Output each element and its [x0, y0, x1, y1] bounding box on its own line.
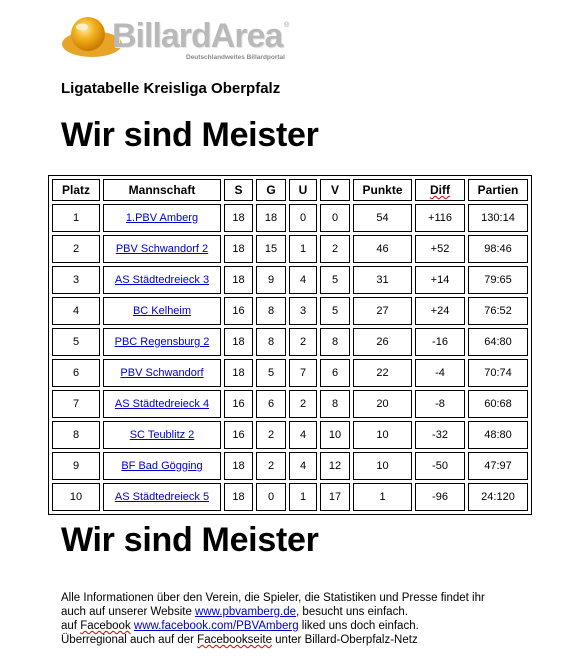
cell-platz: 7	[52, 390, 100, 418]
info-line-4-text: Überregional auch auf der	[61, 634, 198, 646]
cell-u: 0	[289, 204, 317, 232]
cell-s: 16	[224, 390, 253, 418]
cell-diff: +14	[415, 266, 465, 294]
cell-v: 8	[320, 328, 350, 356]
cell-diff: -50	[415, 452, 465, 480]
table-header-row	[52, 179, 528, 201]
cell-punkte: 1	[353, 483, 412, 511]
cell-team	[103, 297, 221, 325]
header-v: V	[320, 179, 350, 201]
cell-diff: +116	[415, 204, 465, 232]
header-partien: Partien	[468, 179, 528, 201]
team-link[interactable]: PBV Schwandorf	[120, 367, 204, 379]
cell-punkte: 20	[353, 390, 412, 418]
table-row	[52, 390, 528, 418]
info-line-3	[61, 619, 551, 633]
cell-partien: 47:97	[468, 452, 528, 480]
cell-platz: 6	[52, 359, 100, 387]
facebook-word: Facebook	[80, 620, 131, 632]
header-mannschaft: Mannschaft	[103, 179, 221, 201]
team-link[interactable]: BF Bad Gögging	[121, 460, 203, 472]
cell-u: 7	[289, 359, 317, 387]
cell-team	[103, 328, 221, 356]
team-link[interactable]: 1.PBV Amberg	[125, 212, 199, 224]
cell-g: 8	[256, 328, 286, 356]
cell-punkte: 10	[353, 421, 412, 449]
cell-v: 8	[320, 390, 350, 418]
cell-platz: 1	[52, 204, 100, 232]
cell-punkte: 46	[353, 235, 412, 263]
table-row	[52, 452, 528, 480]
cell-u: 2	[289, 390, 317, 418]
cell-team	[103, 235, 221, 263]
cell-punkte: 54	[353, 204, 412, 232]
cell-s: 18	[224, 359, 253, 387]
header-diff	[415, 179, 465, 201]
cell-platz: 8	[52, 421, 100, 449]
info-line-2	[61, 605, 551, 619]
team-link[interactable]: PBC Regensburg 2	[114, 336, 210, 348]
info-line-3-text: auf	[61, 620, 81, 632]
cell-diff: -8	[415, 390, 465, 418]
info-paragraph	[61, 591, 551, 647]
header-diff-label: Diff	[430, 183, 450, 197]
header-s: S	[224, 179, 253, 201]
team-link[interactable]: SC Teublitz 2	[129, 429, 195, 441]
team-link[interactable]: AS Städtedreieck 5	[114, 491, 210, 503]
cell-diff: +52	[415, 235, 465, 263]
team-link[interactable]: AS Städtedreieck 3	[114, 274, 210, 286]
cell-g: 9	[256, 266, 286, 294]
cell-partien: 48:80	[468, 421, 528, 449]
cell-partien: 98:46	[468, 235, 528, 263]
cell-v: 17	[320, 483, 350, 511]
cell-platz: 4	[52, 297, 100, 325]
cell-v: 12	[320, 452, 350, 480]
cell-g: 8	[256, 297, 286, 325]
cell-diff: -16	[415, 328, 465, 356]
table-row	[52, 235, 528, 263]
cell-s: 18	[224, 483, 253, 511]
info-line-1: Alle Informationen über den Verein, die Spieler, die Statistiken und Presse findet ihr	[61, 592, 485, 604]
cell-platz: 3	[52, 266, 100, 294]
cell-partien: 79:65	[468, 266, 528, 294]
info-line-4	[61, 633, 551, 647]
cell-platz: 5	[52, 328, 100, 356]
cell-v: 0	[320, 204, 350, 232]
cell-s: 16	[224, 297, 253, 325]
cell-u: 1	[289, 483, 317, 511]
cell-team	[103, 421, 221, 449]
cell-u: 2	[289, 328, 317, 356]
cell-team	[103, 359, 221, 387]
facebookseite-word: Facebookseite	[197, 634, 272, 646]
info-line-2-text: auch auf unserer Website	[61, 606, 196, 618]
info-line-4-end: unter Billard-Oberpfalz-Netz	[271, 634, 418, 646]
cell-s: 18	[224, 452, 253, 480]
cell-team	[103, 266, 221, 294]
cell-partien: 76:52	[468, 297, 528, 325]
cell-punkte: 10	[353, 452, 412, 480]
table-row	[52, 483, 528, 511]
cell-s: 16	[224, 421, 253, 449]
cell-g: 2	[256, 421, 286, 449]
cell-punkte: 26	[353, 328, 412, 356]
cell-punkte: 31	[353, 266, 412, 294]
cell-partien: 24:120	[468, 483, 528, 511]
league-table	[48, 175, 532, 515]
cell-g: 2	[256, 452, 286, 480]
cell-partien: 70:74	[468, 359, 528, 387]
team-link[interactable]: BC Kelheim	[132, 305, 192, 317]
cell-team	[103, 483, 221, 511]
cell-v: 2	[320, 235, 350, 263]
cell-u: 4	[289, 421, 317, 449]
cell-u: 4	[289, 266, 317, 294]
cell-g: 0	[256, 483, 286, 511]
logo-registered-mark: ®	[284, 22, 290, 29]
cell-partien: 64:80	[468, 328, 528, 356]
table-row	[52, 421, 528, 449]
headline-bottom: Wir sind Meister	[61, 521, 319, 559]
cell-u: 4	[289, 452, 317, 480]
header-platz: Platz	[52, 179, 100, 201]
cell-g: 15	[256, 235, 286, 263]
cell-diff: -4	[415, 359, 465, 387]
league-subtitle: Ligatabelle Kreisliga Oberpfalz	[61, 80, 281, 97]
info-line-3-end: liked uns doch einfach.	[298, 620, 419, 632]
cell-g: 6	[256, 390, 286, 418]
cell-u: 3	[289, 297, 317, 325]
cell-platz: 10	[52, 483, 100, 511]
logo-wordmark: BillardArea	[112, 17, 283, 55]
cell-v: 5	[320, 297, 350, 325]
table-row	[52, 297, 528, 325]
cell-punkte: 22	[353, 359, 412, 387]
cell-v: 10	[320, 421, 350, 449]
cell-punkte: 27	[353, 297, 412, 325]
cell-partien: 130:14	[468, 204, 528, 232]
cell-g: 18	[256, 204, 286, 232]
cell-platz: 9	[52, 452, 100, 480]
cell-s: 18	[224, 235, 253, 263]
headline-top: Wir sind Meister	[61, 116, 319, 154]
info-line-2-end: , besucht uns einfach.	[296, 606, 408, 618]
table-row	[52, 266, 528, 294]
cell-v: 6	[320, 359, 350, 387]
table-row	[52, 328, 528, 356]
cell-partien: 60:68	[468, 390, 528, 418]
cell-s: 18	[224, 266, 253, 294]
cell-diff: -96	[415, 483, 465, 511]
billardarea-logo	[58, 12, 290, 64]
cell-team	[103, 204, 221, 232]
cell-platz: 2	[52, 235, 100, 263]
table-row	[52, 204, 528, 232]
logo-tagline: Deutschlandweites Billardportal	[186, 54, 285, 61]
header-punkte: Punkte	[353, 179, 412, 201]
header-u: U	[289, 179, 317, 201]
cell-s: 18	[224, 204, 253, 232]
cell-diff: -32	[415, 421, 465, 449]
header-g: G	[256, 179, 286, 201]
team-link[interactable]: PBV Schwandorf 2	[115, 243, 209, 255]
cell-team	[103, 390, 221, 418]
facebook-link[interactable]: www.facebook.com/PBVAmberg	[133, 620, 299, 632]
website-link[interactable]: www.pbvamberg.de	[195, 606, 297, 618]
cell-diff: +24	[415, 297, 465, 325]
cell-g: 5	[256, 359, 286, 387]
cell-team	[103, 452, 221, 480]
cell-u: 1	[289, 235, 317, 263]
cell-s: 18	[224, 328, 253, 356]
cell-v: 5	[320, 266, 350, 294]
team-link[interactable]: AS Städtedreieck 4	[114, 398, 210, 410]
table-row	[52, 359, 528, 387]
